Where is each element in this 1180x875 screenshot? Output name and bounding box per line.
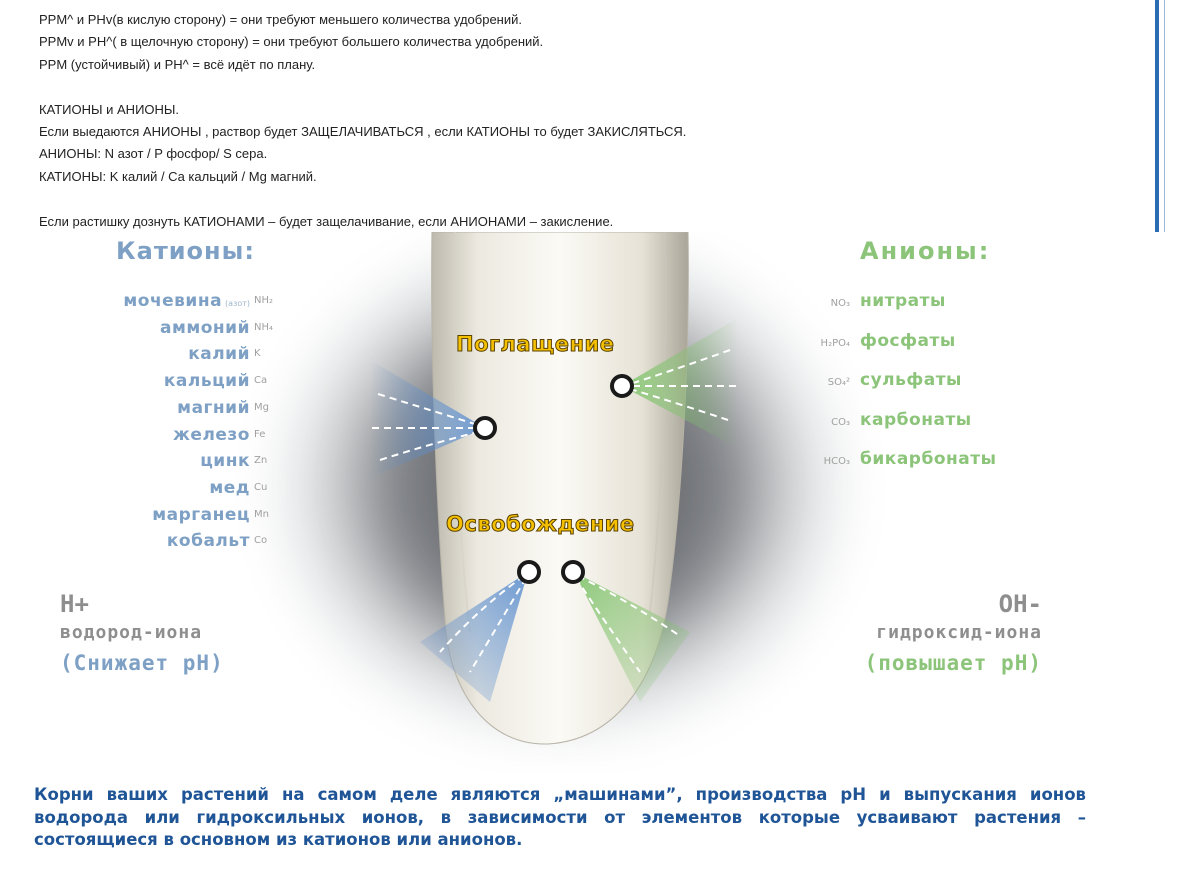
hydroxide-effect: (повышает pH) bbox=[864, 651, 1042, 675]
root-ion-diagram bbox=[0, 232, 1180, 772]
notes-line: PPM (устойчивый) и PH^ = всё идёт по плану. bbox=[39, 56, 316, 72]
anion-item bbox=[790, 407, 972, 433]
anion-formula: H₂PO₄ bbox=[820, 337, 850, 349]
cation-name: кальций bbox=[163, 371, 250, 392]
page-side-bar bbox=[1155, 0, 1180, 232]
anion-item bbox=[790, 288, 946, 314]
notes-line: PPM^ и PHv(в кислую сторону) = они требуют меньшего количества удобрений. bbox=[39, 12, 522, 27]
cation-name: мочевина bbox=[123, 291, 223, 311]
notes-line bbox=[39, 76, 1149, 98]
anion-formula: NO₃ bbox=[830, 298, 850, 309]
anion-name: фосфаты bbox=[860, 330, 956, 351]
cation-item bbox=[209, 475, 268, 501]
cation-formula: Zn bbox=[254, 455, 268, 467]
cation-name: магний bbox=[177, 397, 250, 418]
cation-item bbox=[173, 422, 266, 448]
cation-item bbox=[163, 368, 268, 394]
cation-note: (азот) bbox=[225, 299, 250, 308]
side-bar-line bbox=[1164, 0, 1165, 232]
release-label: Освобождение bbox=[446, 512, 635, 536]
anion-name: нитраты bbox=[860, 291, 946, 311]
hydroxide-ion-block bbox=[865, 590, 1042, 675]
anions-heading: Анионы: bbox=[860, 237, 991, 265]
hydroxide-output-port bbox=[563, 562, 583, 582]
cation-name: аммоний bbox=[159, 317, 250, 338]
cation-item bbox=[166, 528, 268, 554]
notes-line: КАТИОНЫ: K калий / Ca кальций / Mg магний. bbox=[39, 168, 317, 184]
cation-formula: K bbox=[254, 348, 261, 360]
cation-name: кобальт bbox=[166, 531, 250, 552]
hydrogen-ion-name: водород-иона bbox=[60, 622, 203, 643]
hydrogen-ion: H+ bbox=[60, 590, 89, 618]
cation-formula: Ca bbox=[254, 375, 268, 387]
hydrogen-effect: (Снижает pH) bbox=[60, 651, 224, 675]
anion-name: сульфаты bbox=[860, 370, 962, 390]
cations-heading: Катионы: bbox=[116, 237, 255, 265]
cation-item bbox=[152, 502, 269, 528]
anion-name: карбонаты bbox=[860, 409, 972, 430]
notes-text bbox=[39, 9, 1149, 233]
notes-line: АНИОНЫ: N азот / P фосфор/ S сера. bbox=[39, 146, 268, 162]
cation-item bbox=[177, 395, 269, 421]
notes-line: Если выедаются АНИОНЫ , раствор будет ЗАЩЕЛАЧИВАТЬСЯ , если КАТИОНЫ то будет ЗАКИСЛЯТЬСЯ. bbox=[39, 123, 687, 139]
anion-item bbox=[790, 328, 956, 354]
anion-formula: SO₄² bbox=[827, 377, 850, 388]
absorption-label: Поглащение bbox=[456, 332, 615, 356]
hydrogen-ion-block bbox=[60, 590, 224, 675]
cation-item bbox=[188, 341, 261, 367]
hydroxide-ion-name: гидроксид-иона bbox=[876, 622, 1042, 643]
anion-item bbox=[790, 446, 996, 472]
cation-formula: Fe bbox=[254, 428, 266, 440]
cation-formula: Cu bbox=[254, 481, 268, 493]
anion-item bbox=[790, 367, 962, 393]
notes-line: PPMv и PH^( в щелочную сторону) = они требуют большего количества удобрений. bbox=[39, 34, 544, 50]
cation-name: калий bbox=[188, 344, 250, 365]
hydrogen-output-port bbox=[519, 562, 539, 582]
anion-intake-port bbox=[612, 376, 632, 396]
hydroxide-ion: OH- bbox=[998, 590, 1042, 618]
cation-formula: Co bbox=[254, 535, 268, 547]
cation-item bbox=[123, 288, 274, 314]
cation-formula: Mn bbox=[254, 508, 269, 520]
cation-name: железо bbox=[173, 424, 250, 445]
notes-line: КАТИОНЫ и АНИОНЫ. bbox=[39, 101, 180, 117]
anion-name: бикарбонаты bbox=[860, 449, 997, 469]
notes-line: Если растишку дознуть КАТИОНАМИ – будет защелачивание, если АНИОНАМИ – закисление. bbox=[39, 213, 614, 229]
cation-formula: NH₄ bbox=[254, 321, 274, 333]
cation-intake-port bbox=[475, 418, 495, 438]
cation-name: марганец bbox=[152, 504, 250, 525]
cation-name: мед bbox=[209, 477, 250, 498]
cation-name: цинк bbox=[200, 451, 250, 472]
anion-formula: HCO₃ bbox=[823, 456, 850, 467]
cation-formula: NH₂ bbox=[254, 295, 274, 306]
notes-line bbox=[39, 188, 1149, 210]
side-bar-stripe bbox=[1155, 0, 1159, 232]
cation-item bbox=[159, 315, 274, 341]
cation-formula: Mg bbox=[254, 401, 269, 413]
anion-formula: CO₃ bbox=[831, 416, 850, 428]
cation-item bbox=[200, 448, 268, 474]
diagram-caption: Корни ваших растений на самом деле являются „машинами”, производства pH и выпускания ионов водорода или гидроксильных ионов, в зависимости от элементов которые усваивают растения – состоящиеся в основном из катионов или анионов. bbox=[34, 785, 1086, 849]
